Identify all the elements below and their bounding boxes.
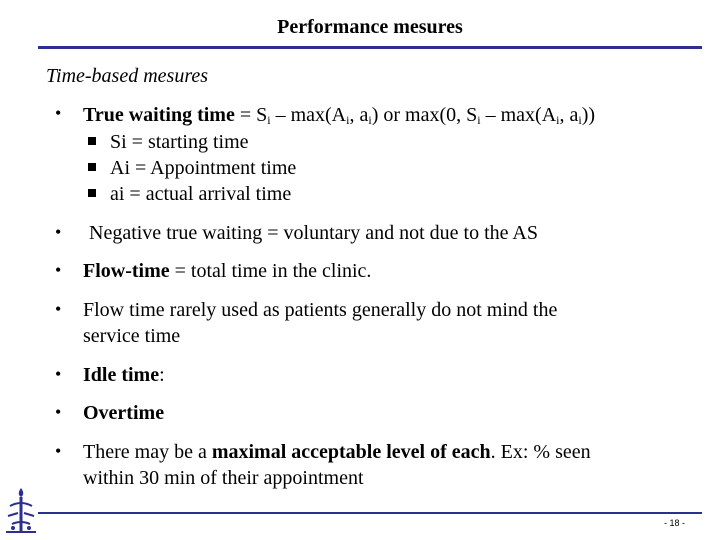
- bullet-negative-waiting: Negative true waiting = voluntary and not due to the AS: [89, 222, 538, 244]
- bullet-flow-time: [83, 258, 371, 284]
- title-divider: [38, 46, 702, 49]
- section-subtitle: Time-based mesures: [46, 65, 209, 87]
- formula-part: , a: [349, 104, 369, 126]
- bullet-marker: •: [55, 364, 62, 384]
- term-max-acceptable: maximal acceptable level of each: [211, 441, 491, 463]
- formula-part: ) or max(0, S: [371, 104, 478, 126]
- bullet-marker: •: [55, 402, 62, 422]
- formula-part: = S: [234, 104, 268, 126]
- term-idle-time: Idle time: [83, 364, 160, 386]
- bullet-text: :: [159, 364, 165, 386]
- footer-divider: [38, 512, 702, 514]
- slide-title: Performance mesures: [277, 16, 463, 38]
- formula-part: )): [581, 104, 596, 126]
- bullet-text: There may be a: [83, 441, 212, 463]
- bullet-overtime: [83, 400, 164, 426]
- term-overtime: Overtime: [83, 402, 165, 424]
- formula-part: – max(A: [480, 104, 557, 126]
- subscript: i: [368, 113, 372, 127]
- subscript: i: [578, 113, 582, 127]
- formula-part: – max(A: [270, 104, 347, 126]
- bullet-marker: •: [55, 260, 62, 280]
- bullet-max-acceptable-line1: [83, 439, 591, 465]
- subscript: i: [477, 113, 481, 127]
- term-flow-time: Flow-time: [83, 260, 170, 282]
- square-bullet-icon: [88, 137, 96, 145]
- bullet-max-acceptable-line2: within 30 min of their appointment: [83, 467, 364, 489]
- bullet-marker: •: [55, 441, 62, 461]
- square-bullet-icon: [88, 163, 96, 171]
- bullet-marker: •: [55, 222, 62, 242]
- bullet-flow-time-rarely-line1: Flow time rarely used as patients generally do not mind the: [83, 299, 558, 321]
- bullet-flow-time-rarely-line2: service time: [83, 325, 181, 347]
- bullet-text: = total time in the clinic.: [169, 260, 372, 282]
- sub-bullet-text: ai = actual arrival time: [110, 183, 292, 205]
- sub-bullet-ai-upper: [88, 155, 296, 181]
- bullet-idle-time: [83, 362, 165, 388]
- page-number: - 18 -: [664, 518, 686, 528]
- institution-logo-icon: [4, 486, 38, 538]
- bullet-marker: •: [55, 103, 62, 123]
- bullet-text: . Ex: % seen: [490, 441, 591, 463]
- sub-bullet-text: Si = starting time: [110, 131, 249, 153]
- square-bullet-icon: [88, 189, 96, 197]
- subscript: i: [346, 113, 350, 127]
- sub-bullet-ai-lower: [88, 181, 291, 207]
- term-true-waiting-time: True waiting time: [83, 104, 235, 126]
- sub-bullet-si: [88, 129, 249, 155]
- formula-part: , a: [559, 104, 579, 126]
- subscript: i: [556, 113, 560, 127]
- bullet-marker: •: [55, 299, 62, 319]
- sub-bullet-text: Ai = Appointment time: [110, 157, 297, 179]
- subscript: i: [267, 113, 271, 127]
